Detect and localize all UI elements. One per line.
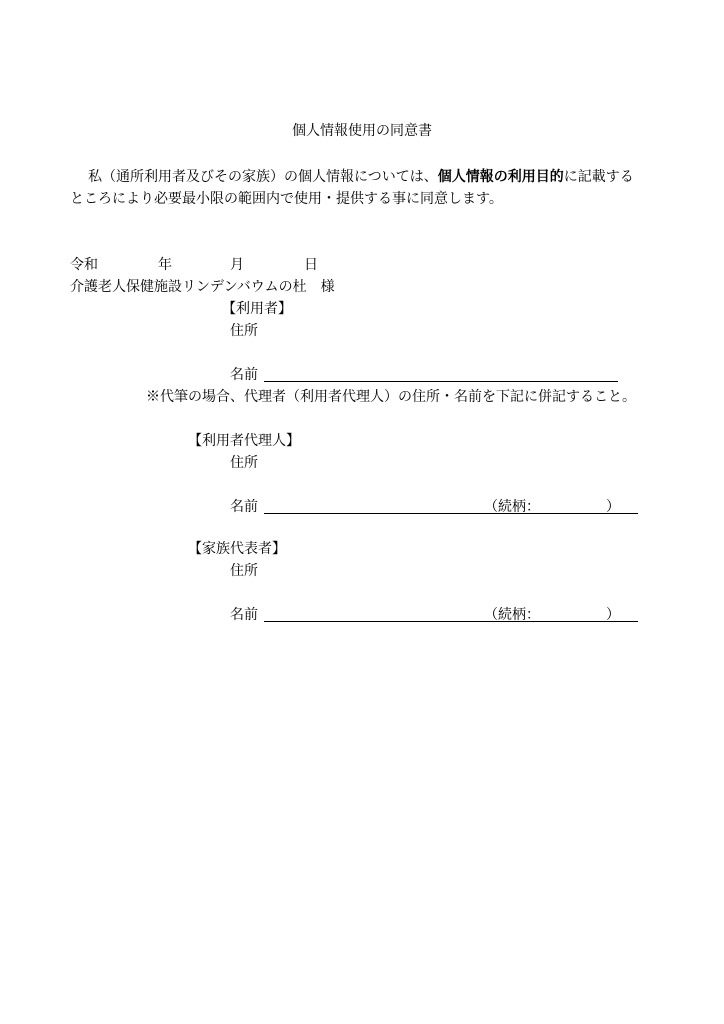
date-day-label: 日 [304, 257, 318, 273]
proxy-instruction-note: ※代筆の場合、代理者（利用者代理人）の住所・名前を下記に併記すること。 [146, 389, 636, 405]
family-name-label: 名前 [230, 607, 258, 623]
date-era-label: 令和 [70, 257, 98, 273]
date-month-label: 月 [230, 257, 244, 273]
family-section-heading: 【家族代表者】 [188, 541, 286, 557]
family-relation-close: ） [606, 607, 620, 623]
user-section-heading: 【利用者】 [222, 301, 292, 317]
consent-paragraph-line-1 [88, 168, 634, 186]
purpose-of-use-emphasis: 個人情報の利用目的 [437, 169, 564, 185]
paragraph-text-a: 私（通所利用者及びその家族）の個人情報については、 [88, 169, 438, 185]
user-name-label: 名前 [230, 367, 258, 383]
document-title: 個人情報使用の同意書 [292, 123, 432, 139]
proxy-section-heading: 【利用者代理人】 [188, 433, 300, 449]
user-address-label: 住所 [230, 323, 258, 339]
consent-paragraph-line-2: ところにより必要最小限の範囲内で使用・提供する事に同意します。 [70, 191, 503, 207]
addressee: 介護老人保健施設リンデンバウムの杜 様 [70, 279, 335, 295]
proxy-name-line [264, 513, 638, 514]
family-relation-open: （続柄： [484, 607, 540, 623]
date-year-label: 年 [158, 257, 172, 273]
proxy-relation-open: （続柄： [484, 499, 540, 515]
paragraph-text-b: に記載する [563, 169, 634, 185]
proxy-name-label: 名前 [230, 499, 258, 515]
family-address-label: 住所 [230, 563, 258, 579]
user-name-line [264, 381, 618, 382]
family-name-line [264, 621, 638, 622]
proxy-address-label: 住所 [230, 455, 258, 471]
proxy-relation-close: ） [606, 499, 620, 515]
